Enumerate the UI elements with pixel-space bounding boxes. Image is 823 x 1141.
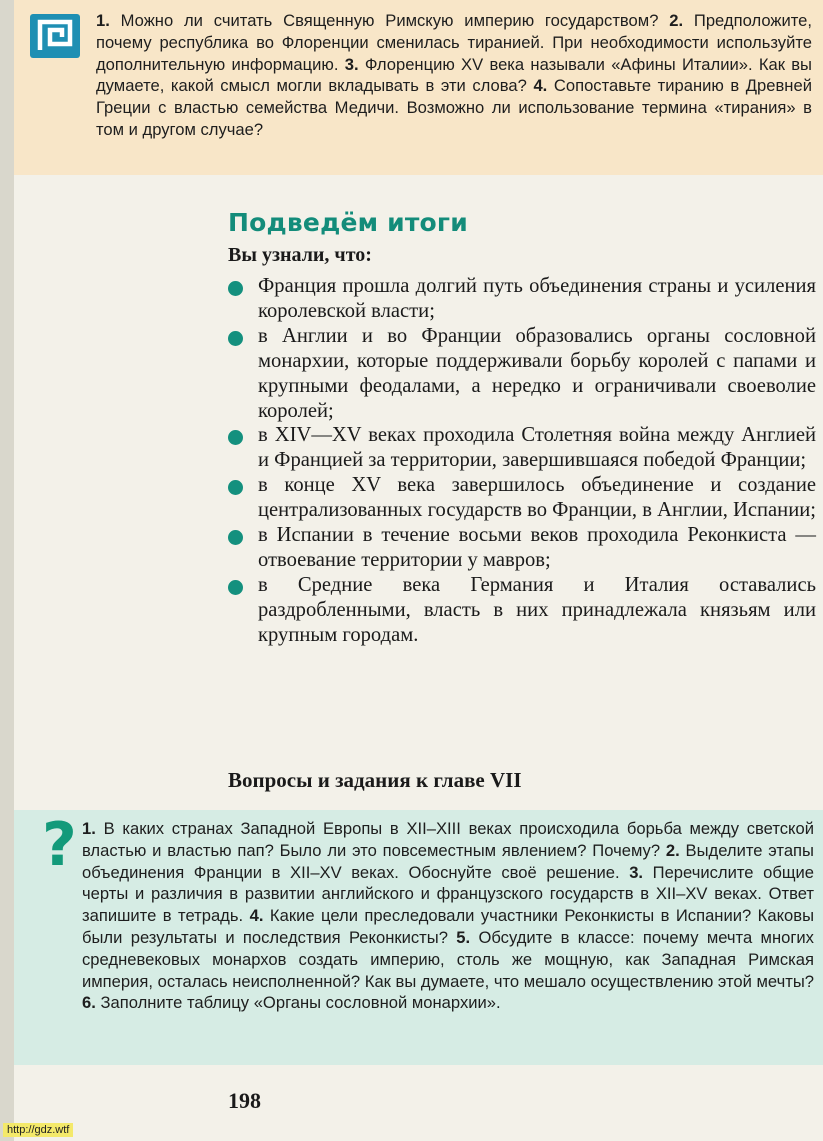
- list-item: [228, 473, 816, 523]
- question-number: 2.: [669, 11, 684, 30]
- list-item-text: в конце XV века завершилось объединение и создание централизованных государств во Франции, в Англии, Испании;: [258, 474, 816, 522]
- question-number: 1.: [82, 819, 96, 838]
- question-text: Можно ли считать Священную Римскую империю государством?: [120, 11, 659, 30]
- summary-list: [228, 274, 816, 648]
- list-item: [228, 274, 816, 324]
- bullet-dot-icon: [228, 580, 243, 595]
- list-item-text: в Англии и во Франции образовались органы сословной монархии, которые поддерживали борьбу королей с папами и крупными феодалами, а нередко и ограничивали своеволие королей;: [258, 324, 816, 422]
- summary-intro: Вы узнали, что:: [228, 244, 372, 266]
- bullet-dot-icon: [228, 281, 243, 296]
- question-text: Предположите, почему республика во Флоренции сменилась тиранией. При необходимости используйте дополнительную информацию.: [96, 11, 812, 74]
- watermark-link[interactable]: http://gdz.wtf: [3, 1123, 73, 1137]
- list-item-text: Франция прошла долгий путь объединения страны и усиления королевской власти;: [258, 275, 816, 322]
- question-text: Какие цели преследовали участники Реконкисты в Испании? Каковы были результаты и последствия Реконкисты?: [82, 906, 814, 947]
- question-number: 4.: [249, 906, 264, 926]
- question-text: Выделите этапы объединения Франции в XII–XV веках. Обоснуйте своё решение.: [82, 840, 814, 882]
- bullet-dot-icon: [228, 331, 243, 346]
- question-text: Заполните таблицу «Органы сословной монархии».: [100, 993, 501, 1013]
- page-number: 198: [228, 1088, 261, 1113]
- list-item: [228, 573, 816, 648]
- question-text: В каких странах Западной Европы в XII–XIII веках происходила борьба между светской властью и властью пап? Было ли это повсеместным явлением? Почему?: [82, 819, 814, 860]
- question-text: Флоренцию XV века называли «Афины Италии». Как вы думаете, какой смысл могли вкладывать в эти слова?: [96, 54, 812, 96]
- bullet-dot-icon: [228, 480, 243, 495]
- chapter-questions-text: [82, 818, 814, 1014]
- review-questions-text: [96, 10, 812, 141]
- question-number: 5.: [456, 927, 471, 947]
- question-number: 3.: [629, 862, 644, 882]
- question-number: 3.: [344, 54, 359, 74]
- list-item: [228, 523, 816, 573]
- list-item: [228, 324, 816, 424]
- question-number: 1.: [96, 11, 110, 30]
- chapter-questions-box: [14, 810, 823, 1065]
- chapter-questions-heading: Вопросы и задания к главе VII: [228, 768, 522, 792]
- bullet-dot-icon: [228, 530, 243, 545]
- question-text: Перечислите общие черты и различия в развитии английского и французского государств в XII–XV веках. Ответ запишите в тетрадь.: [82, 862, 814, 926]
- list-item-text: в Средние века Германия и Италия оставались раздробленными, власть в них принадлежала князьям или крупным городам.: [258, 573, 816, 646]
- question-mark-icon: ?: [42, 810, 77, 880]
- question-number: 2.: [665, 840, 680, 860]
- summary-title: Подведём итоги: [228, 208, 468, 237]
- question-number: 4.: [533, 76, 548, 96]
- list-item: [228, 423, 816, 473]
- bullet-dot-icon: [228, 430, 243, 445]
- question-text: Сопоставьте тиранию в Древней Греции с властью семейства Медичи. Возможно ли использование термина «тирания» в том и другом случае?: [96, 76, 812, 139]
- page-edge: [0, 0, 14, 1141]
- list-item-text: в Испании в течение восьми веков проходила Реконкиста — отвоевание территории у мавров;: [258, 524, 816, 571]
- list-item-text: в XIV—XV веках проходила Столетняя война между Англией и Францией за территории, завершившаяся победой Франции;: [258, 424, 816, 472]
- meander-icon: [30, 14, 80, 58]
- review-questions-box: [14, 0, 823, 175]
- question-number: 6.: [82, 993, 96, 1013]
- question-text: Обсудите в классе: почему мечта многих средневековых монархов создать империю, столь же мощную, как Западная Римская империя, осталась неисполненной? Как вы думаете, что мешало осуществлению этой мечты?: [82, 927, 815, 991]
